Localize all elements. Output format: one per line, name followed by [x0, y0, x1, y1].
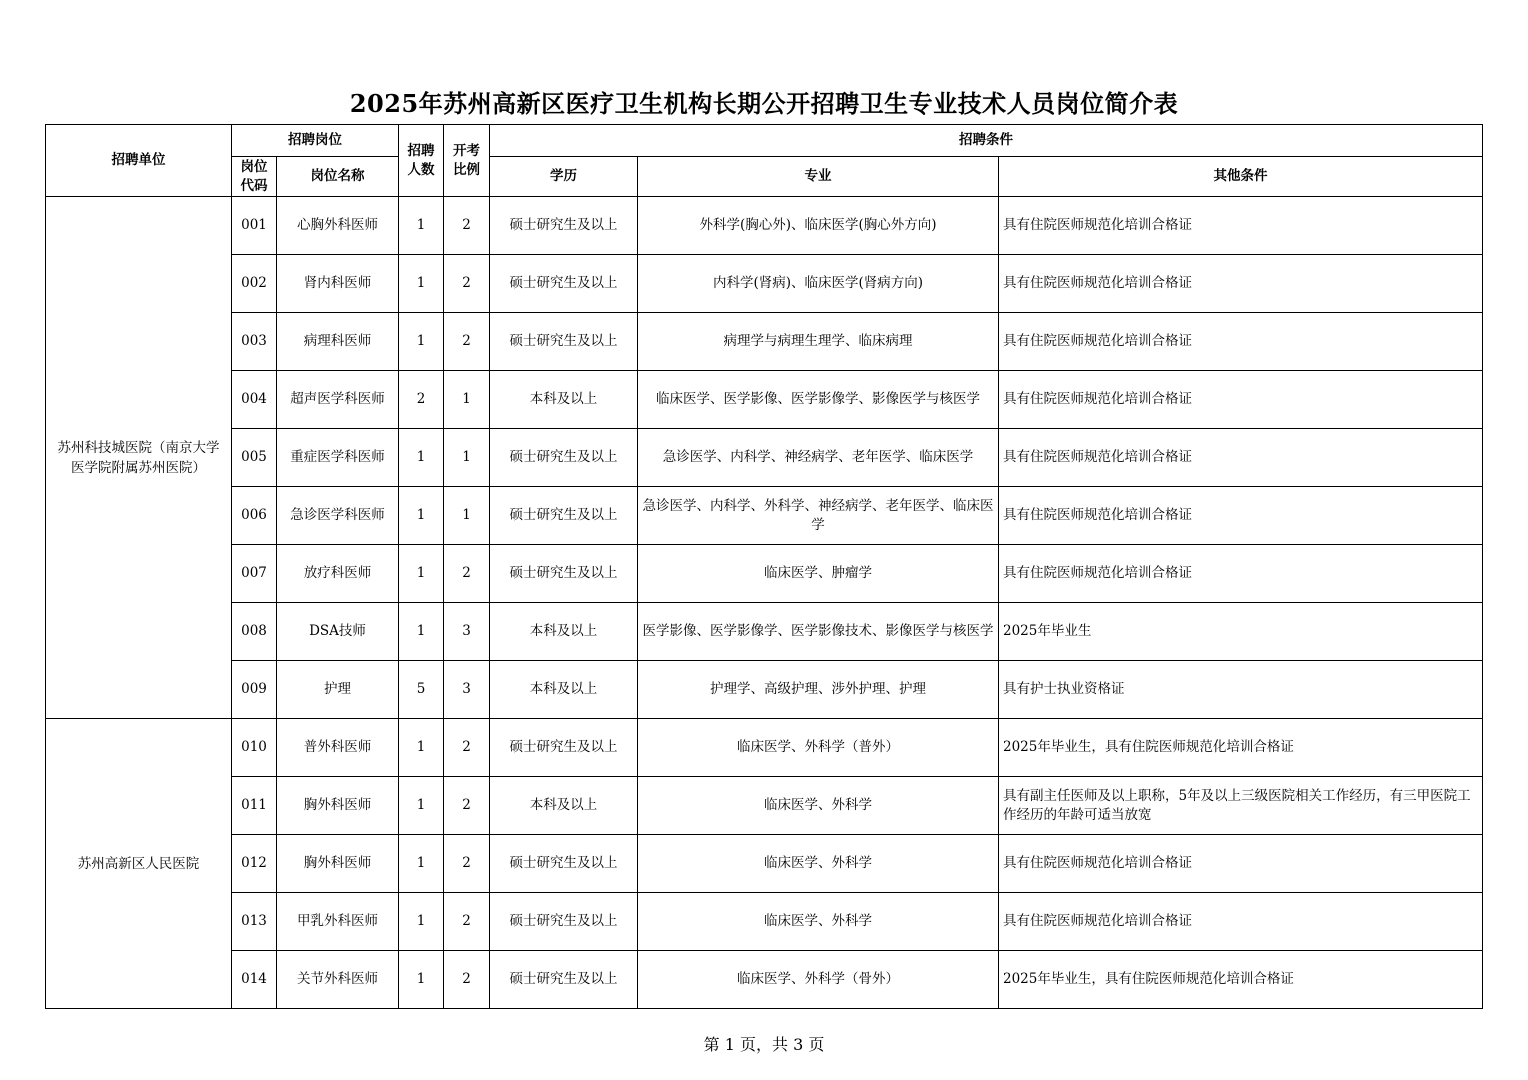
major-requirement: 临床医学、医学影像、医学影像学、影像医学与核医学 [638, 371, 999, 429]
header-row-1 [46, 125, 1483, 157]
header-name: 岗位名称 [277, 157, 399, 197]
other-requirement: 具有住院医师规范化培训合格证 [999, 835, 1483, 893]
exam-ratio: 1 [444, 371, 490, 429]
education-requirement: 本科及以上 [490, 661, 638, 719]
position-code: 002 [232, 255, 277, 313]
other-requirement: 具有住院医师规范化培训合格证 [999, 429, 1483, 487]
table-row [46, 313, 1483, 371]
education-requirement: 本科及以上 [490, 777, 638, 835]
position-name: 超声医学科医师 [277, 371, 399, 429]
position-code: 014 [232, 951, 277, 1009]
major-requirement: 病理学与病理生理学、临床病理 [638, 313, 999, 371]
exam-ratio: 2 [444, 313, 490, 371]
exam-ratio: 2 [444, 545, 490, 603]
position-name: 胸外科医师 [277, 777, 399, 835]
education-requirement: 硕士研究生及以上 [490, 197, 638, 255]
table-row [46, 545, 1483, 603]
recruiting-unit: 苏州高新区人民医院 [46, 719, 232, 1009]
position-code: 003 [232, 313, 277, 371]
position-code: 011 [232, 777, 277, 835]
position-name: 急诊医学科医师 [277, 487, 399, 545]
education-requirement: 硕士研究生及以上 [490, 835, 638, 893]
table-row [46, 487, 1483, 545]
position-name: 护理 [277, 661, 399, 719]
position-name: 放疗科医师 [277, 545, 399, 603]
education-requirement: 本科及以上 [490, 371, 638, 429]
other-requirement: 具有住院医师规范化培训合格证 [999, 371, 1483, 429]
table-row [46, 371, 1483, 429]
position-name: 普外科医师 [277, 719, 399, 777]
position-name: 病理科医师 [277, 313, 399, 371]
position-code: 005 [232, 429, 277, 487]
position-code: 007 [232, 545, 277, 603]
recruit-count: 1 [399, 255, 444, 313]
major-requirement: 临床医学、外科学 [638, 777, 999, 835]
other-requirement: 具有住院医师规范化培训合格证 [999, 545, 1483, 603]
other-requirement: 具有住院医师规范化培训合格证 [999, 197, 1483, 255]
education-requirement: 硕士研究生及以上 [490, 313, 638, 371]
recruit-count: 1 [399, 603, 444, 661]
major-requirement: 护理学、高级护理、涉外护理、护理 [638, 661, 999, 719]
position-name: 甲乳外科医师 [277, 893, 399, 951]
table-row [46, 893, 1483, 951]
recruit-count: 1 [399, 951, 444, 1009]
position-code: 001 [232, 197, 277, 255]
other-requirement: 具有副主任医师及以上职称，5年及以上三级医院相关工作经历，有三甲医院工作经历的年龄可适当放宽 [999, 777, 1483, 835]
other-requirement: 2025年毕业生，具有住院医师规范化培训合格证 [999, 951, 1483, 1009]
position-code: 010 [232, 719, 277, 777]
recruit-count: 1 [399, 893, 444, 951]
exam-ratio: 2 [444, 893, 490, 951]
recruit-count: 1 [399, 487, 444, 545]
position-code: 012 [232, 835, 277, 893]
exam-ratio: 2 [444, 719, 490, 777]
major-requirement: 外科学(胸心外)、临床医学(胸心外方向) [638, 197, 999, 255]
header-code: 岗位代码 [232, 157, 277, 197]
major-requirement: 急诊医学、内科学、神经病学、老年医学、临床医学 [638, 429, 999, 487]
major-requirement: 临床医学、外科学 [638, 893, 999, 951]
recruiting-unit: 苏州科技城医院（南京大学医学院附属苏州医院） [46, 197, 232, 719]
header-conditions-group: 招聘条件 [490, 125, 1483, 157]
table-row [46, 603, 1483, 661]
education-requirement: 硕士研究生及以上 [490, 487, 638, 545]
page-footer: 第 1 页，共 3 页 [703, 1035, 825, 1054]
recruit-count: 1 [399, 313, 444, 371]
position-name: 胸外科医师 [277, 835, 399, 893]
position-code: 008 [232, 603, 277, 661]
table-row [46, 719, 1483, 777]
recruit-count: 2 [399, 371, 444, 429]
recruit-count: 5 [399, 661, 444, 719]
positions-table [45, 124, 1483, 1009]
other-requirement: 2025年毕业生，具有住院医师规范化培训合格证 [999, 719, 1483, 777]
header-education: 学历 [490, 157, 638, 197]
position-name: 肾内科医师 [277, 255, 399, 313]
other-requirement: 具有护士执业资格证 [999, 661, 1483, 719]
header-other: 其他条件 [999, 157, 1483, 197]
education-requirement: 硕士研究生及以上 [490, 255, 638, 313]
other-requirement: 2025年毕业生 [999, 603, 1483, 661]
major-requirement: 急诊医学、内科学、外科学、神经病学、老年医学、临床医学 [638, 487, 999, 545]
major-requirement: 临床医学、肿瘤学 [638, 545, 999, 603]
other-requirement: 具有住院医师规范化培训合格证 [999, 313, 1483, 371]
header-unit: 招聘单位 [46, 125, 232, 197]
exam-ratio: 2 [444, 255, 490, 313]
recruit-count: 1 [399, 835, 444, 893]
table-row [46, 777, 1483, 835]
table-row [46, 197, 1483, 255]
header-major: 专业 [638, 157, 999, 197]
position-code: 004 [232, 371, 277, 429]
position-code: 006 [232, 487, 277, 545]
education-requirement: 硕士研究生及以上 [490, 951, 638, 1009]
other-requirement: 具有住院医师规范化培训合格证 [999, 893, 1483, 951]
exam-ratio: 2 [444, 951, 490, 1009]
page-title: 2025年苏州高新区医疗卫生机构长期公开招聘卫生专业技术人员岗位简介表 [349, 89, 1179, 118]
recruit-count: 1 [399, 545, 444, 603]
position-code: 013 [232, 893, 277, 951]
major-requirement: 医学影像、医学影像学、医学影像技术、影像医学与核医学 [638, 603, 999, 661]
education-requirement: 硕士研究生及以上 [490, 429, 638, 487]
education-requirement: 硕士研究生及以上 [490, 719, 638, 777]
major-requirement: 临床医学、外科学（普外） [638, 719, 999, 777]
exam-ratio: 2 [444, 197, 490, 255]
position-name: 重症医学科医师 [277, 429, 399, 487]
other-requirement: 具有住院医师规范化培训合格证 [999, 487, 1483, 545]
exam-ratio: 2 [444, 777, 490, 835]
education-requirement: 硕士研究生及以上 [490, 545, 638, 603]
table-row [46, 835, 1483, 893]
major-requirement: 临床医学、外科学（骨外） [638, 951, 999, 1009]
position-name: DSA技师 [277, 603, 399, 661]
header-row-2 [46, 157, 1483, 197]
education-requirement: 本科及以上 [490, 603, 638, 661]
header-ratio: 开考比例 [444, 125, 490, 197]
header-position-group: 招聘岗位 [232, 125, 399, 157]
table-row [46, 255, 1483, 313]
major-requirement: 内科学(肾病)、临床医学(肾病方向) [638, 255, 999, 313]
exam-ratio: 1 [444, 429, 490, 487]
exam-ratio: 3 [444, 661, 490, 719]
recruit-count: 1 [399, 777, 444, 835]
position-code: 009 [232, 661, 277, 719]
major-requirement: 临床医学、外科学 [638, 835, 999, 893]
position-name: 关节外科医师 [277, 951, 399, 1009]
table-row [46, 951, 1483, 1009]
exam-ratio: 1 [444, 487, 490, 545]
recruit-count: 1 [399, 719, 444, 777]
exam-ratio: 3 [444, 603, 490, 661]
recruit-count: 1 [399, 197, 444, 255]
table-row [46, 661, 1483, 719]
education-requirement: 硕士研究生及以上 [490, 893, 638, 951]
recruit-count: 1 [399, 429, 444, 487]
header-count: 招聘人数 [399, 125, 444, 197]
exam-ratio: 2 [444, 835, 490, 893]
other-requirement: 具有住院医师规范化培训合格证 [999, 255, 1483, 313]
position-name: 心胸外科医师 [277, 197, 399, 255]
table-row [46, 429, 1483, 487]
